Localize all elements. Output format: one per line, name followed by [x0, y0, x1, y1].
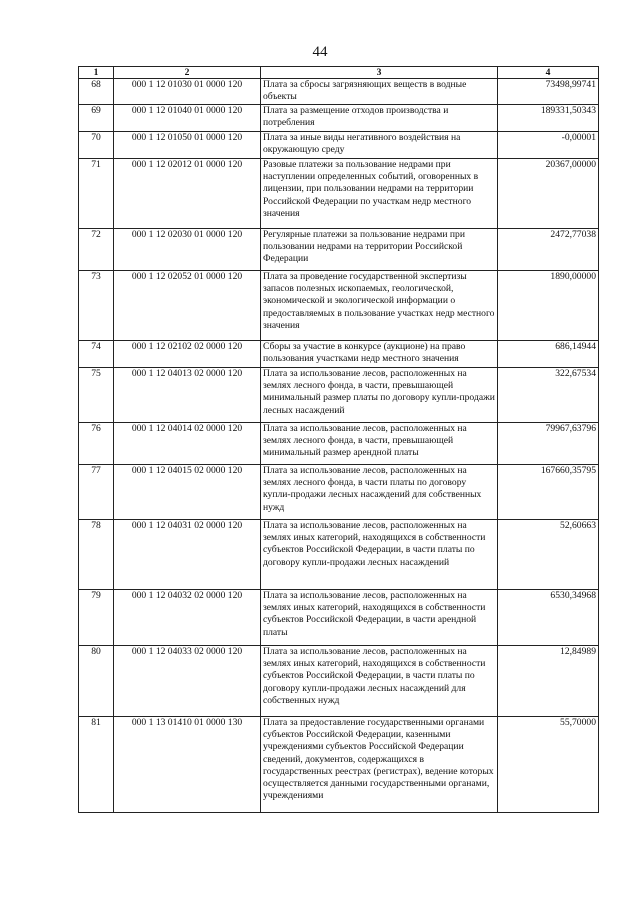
- revenue-name-cell: Регулярные платежи за пользование недрами при пользовании недрами на территории Российской Федерации: [261, 229, 498, 271]
- budget-code-cell: 000 1 12 02052 01 0000 120: [114, 271, 261, 341]
- budget-code-cell: 000 1 12 01030 01 0000 120: [114, 79, 261, 105]
- amount-cell: 79967,63796: [498, 423, 599, 465]
- revenue-name-cell: Сборы за участие в конкурсе (аукционе) на право пользования участками недр местного значения: [261, 341, 498, 368]
- amount-cell: 322,67534: [498, 368, 599, 423]
- budget-code-cell: 000 1 12 04015 02 0000 120: [114, 465, 261, 520]
- budget-code-cell: 000 1 12 04033 02 0000 120: [114, 646, 261, 717]
- table-row: [79, 79, 599, 105]
- table-body: [79, 79, 599, 813]
- page-number: 44: [312, 44, 328, 60]
- table-header-row: [79, 67, 599, 79]
- budget-code-cell: 000 1 12 01050 01 0000 120: [114, 132, 261, 159]
- row-number-cell: 68: [79, 79, 114, 105]
- row-number-cell: 79: [79, 590, 114, 646]
- revenue-name-cell: Плата за использование лесов, расположенных на землях лесного фонда, в части, превышающей минимальный размер платы по договору купли-продажи лесных насаждений: [261, 368, 498, 423]
- amount-cell: 189331,50343: [498, 105, 599, 132]
- row-number-cell: 75: [79, 368, 114, 423]
- table-row: [79, 368, 599, 423]
- revenue-name-cell: Разовые платежи за пользование недрами при наступлении определенных событий, оговоренных в лицензии, при пользовании недрами на территории Российской Федерации по участкам недр местного значения: [261, 159, 498, 229]
- amount-cell: 6530,34968: [498, 590, 599, 646]
- amount-cell: 167660,35795: [498, 465, 599, 520]
- amount-cell: 20367,00000: [498, 159, 599, 229]
- revenue-name-cell: Плата за проведение государственной экспертизы запасов полезных ископаемых, геологической, экономической и экологической информации о предоставляемых в пользование участках недр местного значения: [261, 271, 498, 341]
- column-header-name: 3: [261, 67, 498, 79]
- table-row: [79, 341, 599, 368]
- revenue-name-cell: Плата за предоставление государственными органами субъектов Российской Федерации, казенными учреждениями субъектов Российской Федерации сведений, документов, содержащихся в государственных реестрах (регистрах), ведение которых осуществляется данными государственными органами, учреждениями: [261, 717, 498, 813]
- budget-code-cell: 000 1 12 02102 02 0000 120: [114, 341, 261, 368]
- revenue-name-cell: Плата за сбросы загрязняющих веществ в водные объекты: [261, 79, 498, 105]
- column-header-amount: 4: [498, 67, 599, 79]
- budget-code-cell: 000 1 12 04031 02 0000 120: [114, 520, 261, 590]
- row-number-cell: 77: [79, 465, 114, 520]
- budget-code-cell: 000 1 12 04014 02 0000 120: [114, 423, 261, 465]
- table-row: [79, 423, 599, 465]
- amount-cell: 1890,00000: [498, 271, 599, 341]
- budget-code-cell: 000 1 12 01040 01 0000 120: [114, 105, 261, 132]
- budget-revenue-table: [78, 66, 599, 813]
- budget-code-cell: 000 1 12 04013 02 0000 120: [114, 368, 261, 423]
- amount-cell: 52,60663: [498, 520, 599, 590]
- revenue-name-cell: Плата за размещение отходов производства и потребления: [261, 105, 498, 132]
- amount-cell: 73498,99741: [498, 79, 599, 105]
- budget-code-cell: 000 1 12 04032 02 0000 120: [114, 590, 261, 646]
- budget-code-cell: 000 1 12 02030 01 0000 120: [114, 229, 261, 271]
- table-row: [79, 229, 599, 271]
- amount-cell: 2472,77038: [498, 229, 599, 271]
- column-header-number: 1: [79, 67, 114, 79]
- amount-cell: 686,14944: [498, 341, 599, 368]
- revenue-name-cell: Плата за использование лесов, расположенных на землях лесного фонда, в части платы по договору купли-продажи лесных насаждений для собственных нужд: [261, 465, 498, 520]
- revenue-name-cell: Плата за иные виды негативного воздействия на окружающую среду: [261, 132, 498, 159]
- table-row: [79, 520, 599, 590]
- row-number-cell: 74: [79, 341, 114, 368]
- row-number-cell: 76: [79, 423, 114, 465]
- revenue-name-cell: Плата за использование лесов, расположенных на землях иных категорий, находящихся в собственности субъектов Российской Федерации, в части арендной платы: [261, 590, 498, 646]
- table-row: [79, 465, 599, 520]
- table-row: [79, 132, 599, 159]
- table-row: [79, 159, 599, 229]
- column-header-code: 2: [114, 67, 261, 79]
- table-row: [79, 717, 599, 813]
- row-number-cell: 81: [79, 717, 114, 813]
- row-number-cell: 72: [79, 229, 114, 271]
- revenue-name-cell: Плата за использование лесов, расположенных на землях иных категорий, находящихся в собственности субъектов Российской Федерации, в части платы по договору купли-продажи лесных насаждений для собственных нужд: [261, 646, 498, 717]
- revenue-name-cell: Плата за использование лесов, расположенных на землях иных категорий, находящихся в собственности субъектов Российской Федерации, в части платы по договору купли-продажи лесных насаждений: [261, 520, 498, 590]
- revenue-name-cell: Плата за использование лесов, расположенных на землях лесного фонда, в части, превышающей минимальный размер арендной платы: [261, 423, 498, 465]
- row-number-cell: 71: [79, 159, 114, 229]
- row-number-cell: 80: [79, 646, 114, 717]
- table-row: [79, 105, 599, 132]
- table-row: [79, 271, 599, 341]
- row-number-cell: 70: [79, 132, 114, 159]
- amount-cell: -0,00001: [498, 132, 599, 159]
- row-number-cell: 73: [79, 271, 114, 341]
- row-number-cell: 69: [79, 105, 114, 132]
- amount-cell: 55,70000: [498, 717, 599, 813]
- budget-code-cell: 000 1 12 02012 01 0000 120: [114, 159, 261, 229]
- amount-cell: 12,84989: [498, 646, 599, 717]
- budget-code-cell: 000 1 13 01410 01 0000 130: [114, 717, 261, 813]
- row-number-cell: 78: [79, 520, 114, 590]
- table-row: [79, 646, 599, 717]
- table-row: [79, 590, 599, 646]
